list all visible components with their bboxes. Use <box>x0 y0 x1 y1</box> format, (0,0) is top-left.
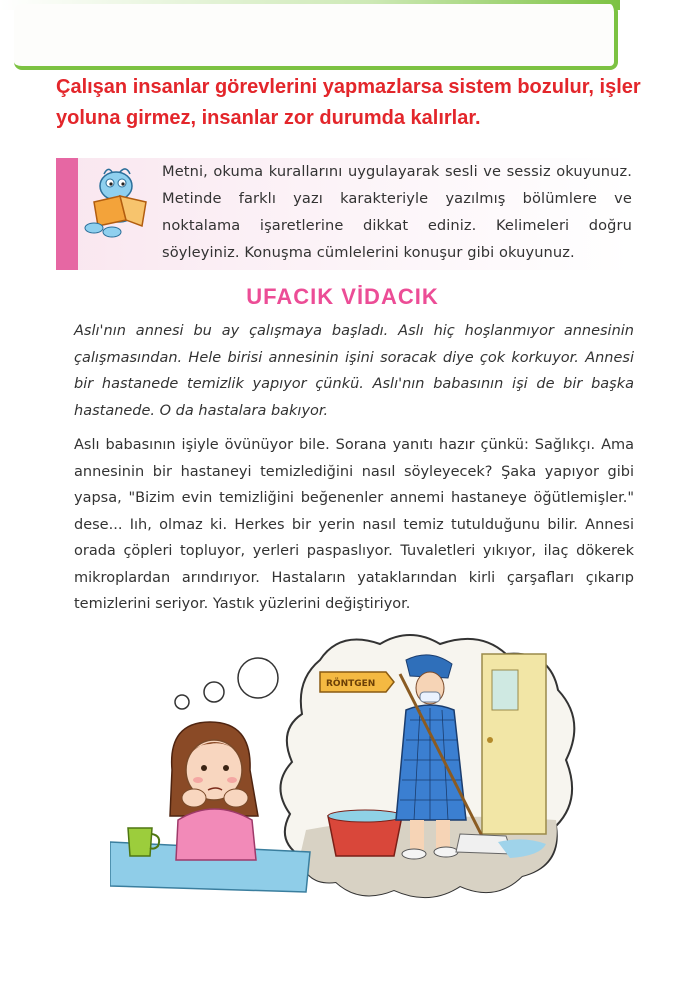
thought-bubble-medium <box>204 682 224 702</box>
sign-label: RÖNTGEN <box>326 679 376 689</box>
thinking-girl <box>170 722 258 860</box>
top-header-frame <box>0 0 685 80</box>
thought-bubble-small <box>175 695 189 709</box>
reading-instructions: Metni, okuma kurallarını uygulayarak sesli ve sessiz okuyunuz. Metinde farklı yazı karakteriyle yazılmış bölümlere ve noktalama işaretlerine dikkat ediniz. Kelimeleri doğru söyleyiniz. Konuşma cümlelerini konuşur gibi okuyunuz. <box>162 163 632 261</box>
story-illustration <box>110 630 590 920</box>
thought-bubble-large <box>238 658 278 698</box>
story-title: UFACIK VİDACIK <box>246 284 439 309</box>
story-paragraph-2: Aslı babasının işiyle övünüyor bile. Sorana yanıtı hazır çünkü: Sağlıkçı. Ama annesinin bir hastaneyi temizlediğini nasıl söyleyecek? Şaka yapıyor gibi yapsa, "Bizim evin temizliğini beğenenler annemi hastaneye öğütlemişler." dese... Iıh, olmaz ki. Herkes bir yerin nasıl temiz tutulduğunu bilir. Annesi orada çöpleri topluyor, yerleri paspaslıyor. Tuvaletleri yıkıyor, ilaç dökerek mikroplardan arındırıyor. Hastaların yataklarından kirli çarşafları çıkarıp temizlerini seriyor. Yastık yüzlerini değiştiriyor. <box>74 437 634 612</box>
radiology-sign <box>320 672 394 692</box>
header-box <box>14 4 618 70</box>
lead-statement: Çalışan insanlar görevlerini yapmazlarsa sistem bozulur, işler yoluna girmez, insanlar zor durumda kalırlar. <box>56 76 641 129</box>
instruction-box <box>56 158 630 270</box>
green-cup <box>128 828 152 856</box>
story-paragraph-1: Aslı'nın annesi bu ay çalışmaya başladı. Aslı hiç hoşlanmıyor annesinin çalışmasından. Hele birisi annesinin işini soracak diye çok korkuyor. Annesi bir hastanede temizlik yapıyor çünkü. Aslı'nın babasının işi de bir başka hastanede. O da hastalara bakıyor. <box>74 323 634 419</box>
